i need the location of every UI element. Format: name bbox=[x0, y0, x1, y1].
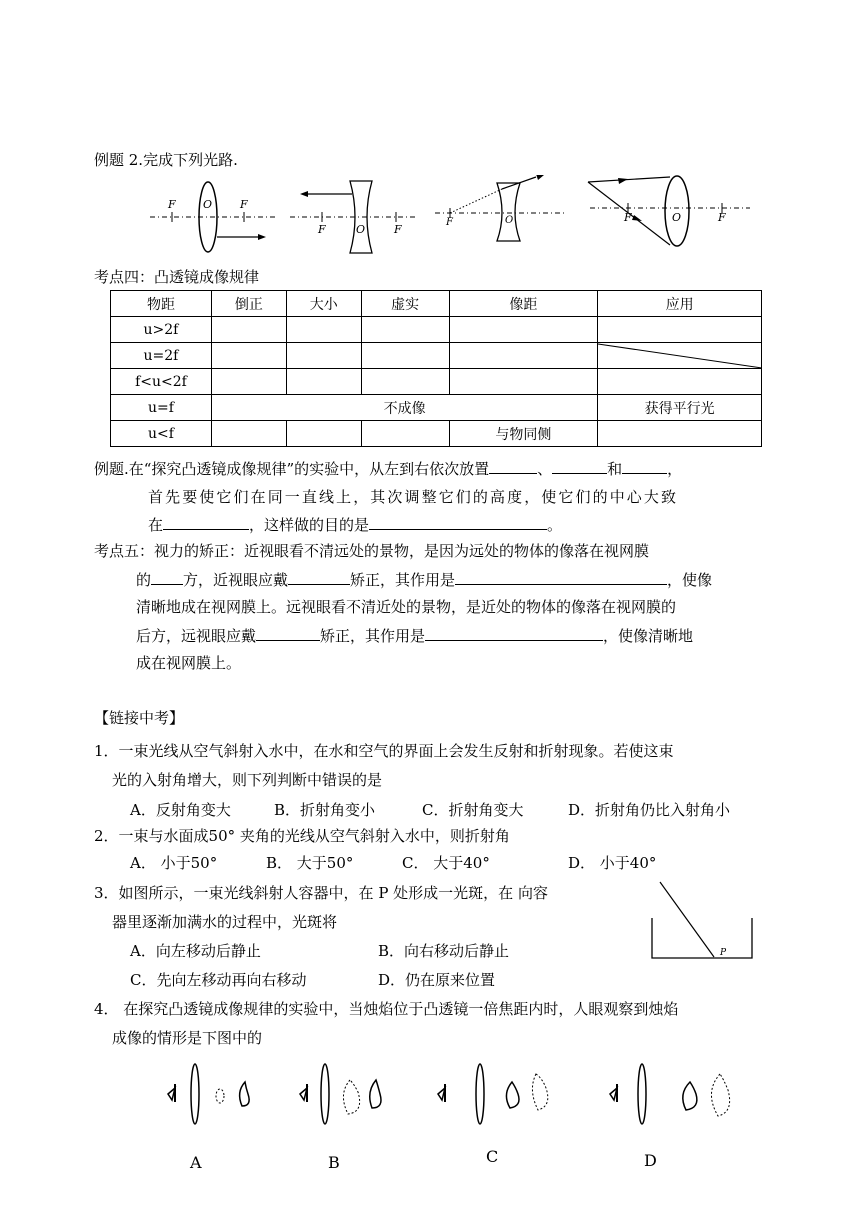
application-cell: 获得平行光 bbox=[598, 395, 762, 421]
q2-option-c: C． 大于40° bbox=[402, 854, 490, 872]
q3-option-a: A．向左移动后静止 bbox=[130, 942, 261, 960]
q2-line-1: 2．一束与水面成50° 夹角的光线从空气斜射入水中，则折射角 bbox=[94, 827, 510, 845]
table-row bbox=[111, 395, 762, 421]
object-distance-cell: f<u<2f bbox=[111, 369, 212, 395]
option-b-figure bbox=[300, 1064, 381, 1172]
option-a-figure bbox=[168, 1064, 249, 1172]
blank bbox=[256, 625, 320, 641]
focus-label: F bbox=[394, 223, 402, 236]
example2-title: 例题 2.完成下列光路. bbox=[94, 151, 238, 169]
q1-option-d: D．折射角仍比入射角小 bbox=[568, 801, 731, 819]
example-line-2: 首先要使它们在同一直线上，其次调整它们的高度，使它们的中心大致 bbox=[148, 488, 679, 506]
object-distance-cell: u=f bbox=[111, 395, 212, 421]
concave-lens-diagram-3 bbox=[435, 175, 565, 241]
object-distance-cell: u>2f bbox=[111, 317, 212, 343]
point4-title: 考点四：凸透镜成像规律 bbox=[94, 268, 260, 286]
label-d: D bbox=[644, 1151, 657, 1170]
q1-line-2: 光的入射角增大，则下列判断中错误的是 bbox=[112, 771, 383, 789]
candle-image-figures bbox=[150, 1050, 740, 1180]
imaging-rules-table bbox=[110, 290, 762, 447]
table-header-row bbox=[111, 291, 762, 317]
header-cell: 倒正 bbox=[211, 291, 286, 317]
focus-label: F bbox=[718, 211, 726, 224]
concave-lens-diagram-2 bbox=[290, 181, 415, 253]
container-figure bbox=[648, 878, 758, 960]
center-label: O bbox=[203, 198, 213, 211]
q3-line-1: 3．如图所示，一束光线斜射人容器中，在 P 处形成一光斑，在 向容 bbox=[94, 884, 548, 902]
example-line-1: 例题.在“探究凸透镜成像规律”的实验中，从左到右依次放置 、 和 ， bbox=[94, 460, 683, 478]
option-d-figure bbox=[610, 1064, 730, 1170]
blank bbox=[288, 569, 350, 585]
table-row bbox=[111, 343, 762, 369]
blank bbox=[622, 458, 667, 474]
point5-line-1: 考点五：视力的矫正：近视眼看不清远处的景物，是因为远处的物体的像落在视网膜 bbox=[94, 542, 650, 560]
object-distance-cell: u=2f bbox=[111, 343, 212, 369]
q1-option-c: C．折射角变大 bbox=[422, 801, 524, 819]
point5-line-2: 的 方，近视眼应戴 矫正，其作用是 ，使像 bbox=[136, 571, 713, 589]
blank bbox=[425, 625, 603, 641]
header-cell: 物距 bbox=[111, 291, 212, 317]
object-distance-cell: u<f bbox=[111, 421, 212, 447]
center-label: O bbox=[672, 211, 682, 224]
p-label: P bbox=[720, 948, 727, 958]
example-line-3: 在 ，这样做的目的是 。 bbox=[148, 516, 563, 534]
diagonal-line bbox=[598, 343, 762, 369]
focus-label: F bbox=[240, 198, 248, 211]
option-c-figure bbox=[438, 1064, 548, 1166]
focus-label: F bbox=[318, 223, 326, 236]
q1-line-1: 1．一束光线从空气斜射入水中，在水和空气的界面上会发生反射和折射现象。若使这束 bbox=[94, 742, 674, 760]
blank bbox=[151, 569, 183, 585]
header-cell: 虚实 bbox=[361, 291, 449, 317]
header-cell: 应用 bbox=[598, 291, 762, 317]
label-c: C bbox=[486, 1147, 499, 1166]
q3-option-b: B．向右移动后静止 bbox=[378, 942, 510, 960]
focus-label: F bbox=[168, 198, 176, 211]
focus-label: F bbox=[624, 211, 632, 224]
merged-cell: 不成像 bbox=[211, 395, 597, 421]
blank bbox=[369, 514, 547, 530]
q2-option-d: D． 小于40° bbox=[568, 854, 657, 872]
q2-option-a: A． 小于50° bbox=[130, 854, 218, 872]
q1-option-b: B．折射角变小 bbox=[274, 801, 376, 819]
header-cell: 大小 bbox=[286, 291, 361, 317]
table-row bbox=[111, 421, 762, 447]
blank bbox=[455, 569, 667, 585]
blank bbox=[552, 458, 607, 474]
q3-option-d: D．仍在原来位置 bbox=[378, 971, 496, 989]
center-label: O bbox=[356, 223, 366, 236]
point5-line-5: 成在视网膜上。 bbox=[136, 654, 242, 672]
point5-line-3: 清晰地成在视网膜上。远视眼看不清近处的景物，是近处的物体的像落在视网膜的 bbox=[136, 598, 677, 616]
q1-option-a: A．反射角变大 bbox=[130, 801, 231, 819]
center-label: O bbox=[505, 215, 514, 226]
label-a: A bbox=[190, 1153, 202, 1172]
table-row bbox=[111, 369, 762, 395]
focus-label: F bbox=[446, 217, 453, 228]
q4-line-2: 成像的情形是下图中的 bbox=[112, 1029, 263, 1047]
q2-option-b: B． 大于50° bbox=[266, 854, 354, 872]
blank bbox=[489, 458, 537, 474]
header-cell: 像距 bbox=[449, 291, 598, 317]
q3-line-2: 器里逐渐加满水的过程中，光斑将 bbox=[112, 913, 338, 931]
image-distance-cell: 与物同侧 bbox=[449, 421, 598, 447]
convex-lens-diagram-4 bbox=[588, 176, 750, 246]
table-row bbox=[111, 317, 762, 343]
label-b: B bbox=[328, 1153, 340, 1172]
point5-line-4: 后方，远视眼应戴 矫正，其作用是 ，使像清晰地 bbox=[136, 627, 694, 645]
q3-option-c: C．先向左移动再向右移动 bbox=[130, 971, 307, 989]
diagonal-cell bbox=[598, 343, 762, 369]
ray-diagrams bbox=[140, 175, 765, 255]
convex-lens-diagram-1 bbox=[150, 182, 275, 252]
link-exam-title: 【链接中考】 bbox=[94, 709, 185, 727]
blank bbox=[163, 514, 249, 530]
q4-line-1: 4． 在探究凸透镜成像规律的实验中，当烛焰位于凸透镜一倍焦距内时，人眼观察到烛焰 bbox=[94, 1000, 679, 1018]
